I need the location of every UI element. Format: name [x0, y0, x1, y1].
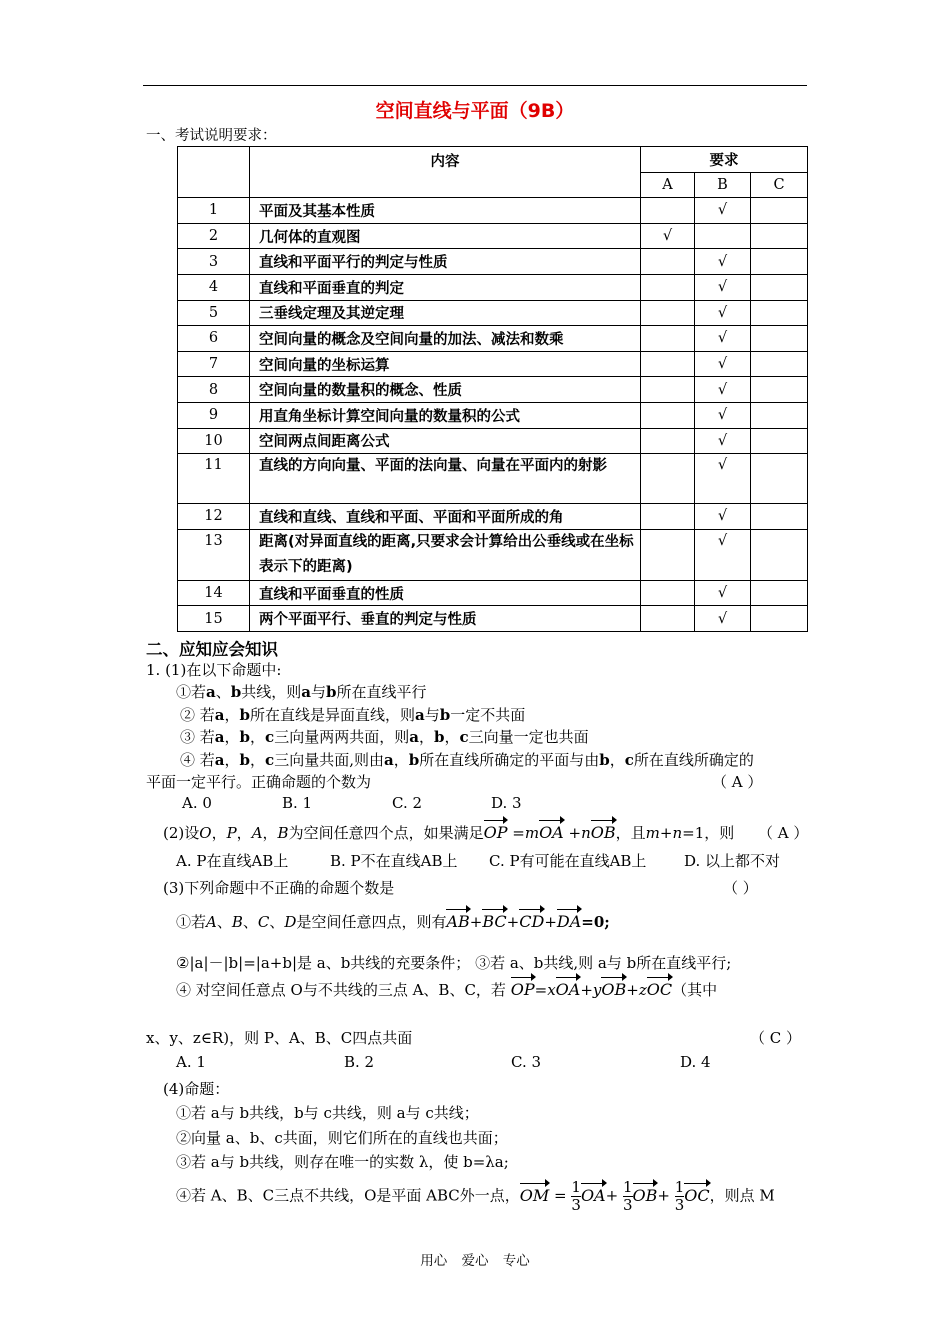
- table-row: [178, 377, 808, 403]
- q3-prop-1: ①若A、B、C、D是空间任意四点，则有AB+BC+CD+DA=0;: [176, 912, 610, 931]
- row-number: 5: [178, 300, 250, 326]
- check-mark: √: [641, 223, 695, 249]
- row-number: 2: [178, 223, 250, 249]
- col-b: B: [695, 172, 751, 198]
- row-number: 13: [178, 529, 250, 580]
- table-row: [178, 274, 808, 300]
- row-number: 11: [178, 454, 250, 504]
- q2-stem: (2)设O，P，A，B为空间任意四个点，如果满足OP =mOA +nOB，且m+n=1，则: [163, 823, 735, 842]
- q2-option-b: B. P不在直线AB上: [330, 852, 458, 870]
- check-mark: √: [695, 428, 751, 454]
- row-content: 直线和平面垂直的性质: [250, 580, 641, 606]
- row-number: 7: [178, 351, 250, 377]
- table-row: [178, 606, 808, 632]
- check-mark: √: [695, 402, 751, 428]
- q3-prop-4-cont: x、y、z∈R)，则 P、A、B、C四点共面: [146, 1029, 413, 1047]
- requirements-table: [177, 146, 808, 632]
- row-content: 直线和平面垂直的判定: [250, 274, 641, 300]
- table-header-content: 内容: [250, 147, 641, 198]
- section-1-heading: 一、考试说明要求：: [146, 128, 277, 144]
- table-row: [178, 223, 808, 249]
- table-row: [178, 454, 808, 504]
- row-content: 空间向量的概念及空间向量的加法、减法和数乘: [250, 326, 641, 352]
- q3-prop-4: ④ 对空间任意点 O与不共线的三点 A、B、C，若 OP=xOA+yOB+zOC（其中: [176, 980, 718, 999]
- row-number: 6: [178, 326, 250, 352]
- table-row: [178, 402, 808, 428]
- q4-prop-2: ②向量 a、b、c共面，则它们所在的直线也共面；: [176, 1129, 508, 1147]
- table-row: [178, 351, 808, 377]
- q3-option-b: B. 2: [344, 1053, 375, 1071]
- q3-option-d: D. 4: [680, 1053, 711, 1071]
- q4-prop-4: ④若 A、B、C三点不共线，O是平面 ABC外一点，OM = 1 3 OA+ 1 3 OB+ 1 3 OC，则点 M: [176, 1178, 775, 1214]
- q3-prop-2-3: ②|a|－|b|=|a+b|是 a、b共线的充要条件； ③若 a、b共线,则 a与 b所在直线平行;: [176, 954, 732, 972]
- row-content: 直线和平面平行的判定与性质: [250, 249, 641, 275]
- page-footer: 用心 爱心 专心: [420, 1253, 530, 1269]
- q3-option-a: A. 1: [176, 1053, 206, 1071]
- page-title: 空间直线与平面（9B）: [375, 100, 575, 122]
- table-row: [178, 580, 808, 606]
- q3-answer: （ C ）: [750, 1029, 802, 1047]
- row-number: 9: [178, 402, 250, 428]
- check-mark: √: [695, 198, 751, 224]
- check-mark: √: [695, 326, 751, 352]
- q2-answer: （ A ）: [758, 824, 809, 842]
- table-header-blank: [178, 147, 250, 198]
- row-number: 1: [178, 198, 250, 224]
- q1-option-c: C. 2: [392, 794, 423, 812]
- q1-prop-4: ④ 若a，b，c三向量共面,则由a，b所在直线所确定的平面与由b，c所在直线所确定的: [180, 751, 754, 769]
- row-number: 15: [178, 606, 250, 632]
- row-content: 空间两点间距离公式: [250, 428, 641, 454]
- row-content: 直线的方向向量、平面的法向量、向量在平面内的射影: [250, 454, 641, 504]
- q1-prop-4-cont: 平面一定平行。正确命题的个数为: [146, 773, 372, 791]
- table-row: [178, 326, 808, 352]
- row-content: 两个平面平行、垂直的判定与性质: [250, 606, 641, 632]
- check-mark: √: [695, 580, 751, 606]
- header-rule: [143, 85, 807, 86]
- q1-prop-2: ② 若a，b所在直线是异面直线，则a与b一定不共面: [180, 706, 526, 724]
- col-c: C: [751, 172, 808, 198]
- check-mark: √: [695, 249, 751, 275]
- check-mark: √: [695, 504, 751, 530]
- row-content: 平面及其基本性质: [250, 198, 641, 224]
- check-mark: √: [695, 351, 751, 377]
- q1-option-a: A. 0: [182, 794, 212, 812]
- col-a: A: [641, 172, 695, 198]
- q3-answer-blank: （ ）: [723, 879, 758, 897]
- table-row: [178, 529, 808, 580]
- table-header-requirement: 要求: [641, 147, 808, 173]
- q1-prop-1: ①若a、b共线，则a与b所在直线平行: [176, 683, 427, 701]
- table-row: [178, 198, 808, 224]
- q1-answer: （ A ）: [712, 773, 763, 791]
- table-row: [178, 504, 808, 530]
- check-mark: √: [695, 300, 751, 326]
- table-row: [178, 300, 808, 326]
- section-2-heading: 二、应知应会知识: [146, 640, 278, 659]
- row-content: 用直角坐标计算空间向量的数量积的公式: [250, 402, 641, 428]
- q1-option-b: B. 1: [282, 794, 313, 812]
- q2-option-a: A. P在直线AB上: [176, 852, 289, 870]
- row-content: 直线和直线、直线和平面、平面和平面所成的角: [250, 504, 641, 530]
- check-mark: √: [695, 454, 751, 504]
- q3-option-c: C. 3: [511, 1053, 542, 1071]
- row-number: 4: [178, 274, 250, 300]
- q4-prop-3: ③若 a与 b共线，则存在唯一的实数 λ，使 b=λa;: [176, 1153, 509, 1171]
- q1-option-d: D. 3: [491, 794, 522, 812]
- check-mark: √: [695, 377, 751, 403]
- q3-intro: (3)下列命题中不正确的命题个数是: [163, 879, 395, 897]
- q1-intro: 1. (1)在以下命题中:: [146, 661, 282, 679]
- q2-option-c: C. P有可能在直线AB上: [489, 852, 647, 870]
- table-row: [178, 428, 808, 454]
- table-row: [178, 249, 808, 275]
- row-content: 几何体的直观图: [250, 223, 641, 249]
- q4-prop-1: ①若 a与 b共线，b与 c共线，则 a与 c共线；: [176, 1104, 479, 1122]
- row-number: 3: [178, 249, 250, 275]
- q2-option-d: D. 以上都不对: [684, 852, 781, 870]
- q1-prop-3: ③ 若a，b，c三向量两两共面，则a，b，c三向量一定也共面: [180, 728, 589, 746]
- row-number: 8: [178, 377, 250, 403]
- check-mark: √: [695, 529, 751, 580]
- row-content: 距离(对异面直线的距离,只要求会计算给出公垂线或在坐标表示下的距离): [250, 529, 641, 580]
- check-mark: √: [695, 606, 751, 632]
- row-content: 空间向量的数量积的概念、性质: [250, 377, 641, 403]
- row-content: 三垂线定理及其逆定理: [250, 300, 641, 326]
- row-number: 14: [178, 580, 250, 606]
- row-content: 空间向量的坐标运算: [250, 351, 641, 377]
- row-number: 12: [178, 504, 250, 530]
- q4-intro: (4)命题：: [163, 1080, 230, 1098]
- check-mark: √: [695, 274, 751, 300]
- row-number: 10: [178, 428, 250, 454]
